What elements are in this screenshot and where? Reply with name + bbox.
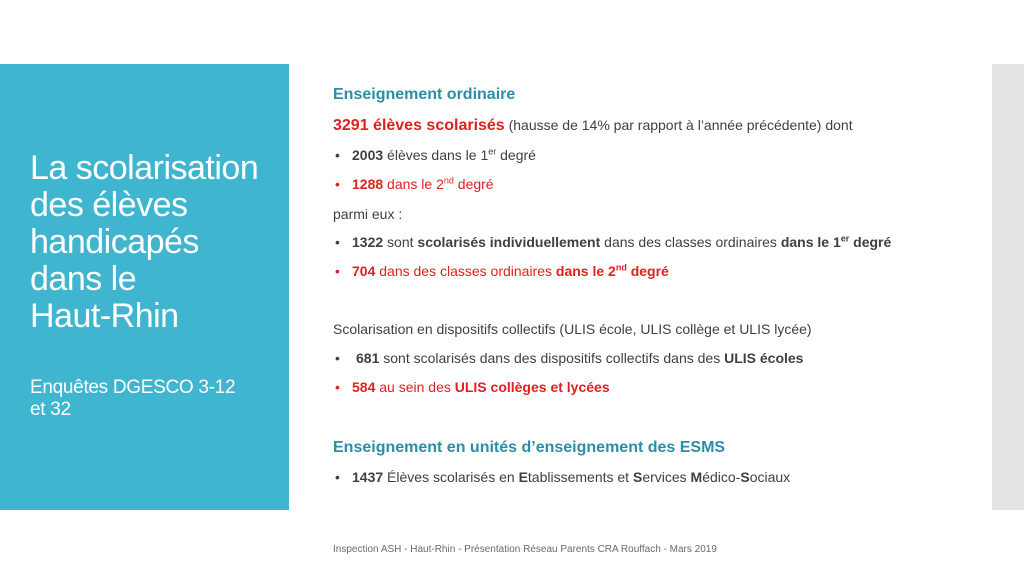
among-label: parmi eux : bbox=[333, 206, 403, 222]
text: dans des classes ordinaires bbox=[375, 263, 556, 279]
title-line: des élèves bbox=[30, 186, 188, 224]
right-decorative-bar bbox=[992, 64, 1024, 510]
text: ULIS collèges et lycées bbox=[454, 379, 610, 395]
bullet-icon: • bbox=[335, 469, 340, 485]
collective-label: Scolarisation en dispositifs collectifs (ULIS école, ULIS collège et ULIS lycée) bbox=[333, 321, 812, 337]
text: sont scolarisés dans des dispositifs collectifs dans des bbox=[379, 350, 725, 366]
count: 584 bbox=[352, 379, 376, 395]
total-line bbox=[333, 117, 853, 135]
text: dans le 2 bbox=[383, 176, 444, 192]
section-heading-esms: Enseignement en unités d’enseignement des ESMS bbox=[333, 439, 726, 456]
text: Élèves scolarisés en bbox=[383, 469, 519, 485]
count: 2003 bbox=[352, 147, 384, 163]
slide-title bbox=[30, 150, 280, 335]
text: degré bbox=[453, 176, 494, 192]
title-line: Haut-Rhin bbox=[30, 297, 179, 335]
subtitle-line: Enquêtes DGESCO 3-12 bbox=[30, 377, 236, 398]
text: ociaux bbox=[749, 469, 791, 485]
count: 1288 bbox=[352, 176, 384, 192]
text: degré bbox=[849, 234, 892, 250]
text: dans des classes ordinaires bbox=[600, 234, 781, 250]
text: élèves dans le 1 bbox=[383, 147, 489, 163]
text: tablissements et bbox=[527, 469, 633, 485]
list-item bbox=[335, 379, 610, 395]
superscript: nd bbox=[443, 175, 454, 186]
superscript: er bbox=[840, 233, 850, 244]
count: 681 bbox=[356, 350, 380, 366]
text: S bbox=[740, 469, 750, 485]
text: degré bbox=[496, 147, 536, 163]
total-rest: (hausse de 14% par rapport à l’année précédente) dont bbox=[504, 117, 853, 133]
text: scolarisés individuellement bbox=[417, 234, 601, 250]
section-heading-ordinaire: Enseignement ordinaire bbox=[333, 86, 516, 103]
list-item bbox=[335, 147, 536, 163]
text: ervices bbox=[642, 469, 691, 485]
list-item bbox=[335, 234, 891, 250]
slide-footer: Inspection ASH - Haut-Rhin - Présentation Réseau Parents CRA Rouffach - Mars 2019 bbox=[333, 544, 717, 555]
bullet-icon: • bbox=[335, 176, 340, 192]
slide-subtitle bbox=[30, 377, 280, 421]
text: S bbox=[632, 469, 643, 485]
count: 1322 bbox=[352, 234, 384, 250]
list-item bbox=[335, 176, 494, 192]
list-item bbox=[335, 263, 669, 279]
title-line: dans le bbox=[30, 260, 137, 298]
list-item bbox=[335, 469, 790, 485]
superscript: nd bbox=[615, 262, 627, 273]
count: 704 bbox=[352, 263, 376, 279]
bullet-icon: • bbox=[335, 379, 340, 395]
bullet-icon: • bbox=[335, 147, 340, 163]
bullet-icon: • bbox=[335, 350, 340, 366]
superscript: er bbox=[488, 146, 497, 157]
text: au sein des bbox=[375, 379, 455, 395]
text: dans le 2 bbox=[555, 263, 616, 279]
title-line: handicapés bbox=[30, 223, 199, 261]
title-line: La scolarisation bbox=[30, 149, 259, 187]
text: degré bbox=[626, 263, 669, 279]
count: 1437 bbox=[352, 469, 384, 485]
list-item bbox=[335, 350, 803, 366]
text: E bbox=[518, 469, 528, 485]
subtitle-line: et 32 bbox=[30, 399, 71, 420]
total-count: 3291 élèves scolarisés bbox=[333, 117, 505, 134]
text: sont bbox=[383, 234, 418, 250]
text: M bbox=[690, 469, 703, 485]
bullet-icon: • bbox=[335, 234, 340, 250]
text: dans le 1 bbox=[780, 234, 841, 250]
bullet-icon: • bbox=[335, 263, 340, 279]
text: édico- bbox=[702, 469, 741, 485]
text: ULIS écoles bbox=[724, 350, 804, 366]
